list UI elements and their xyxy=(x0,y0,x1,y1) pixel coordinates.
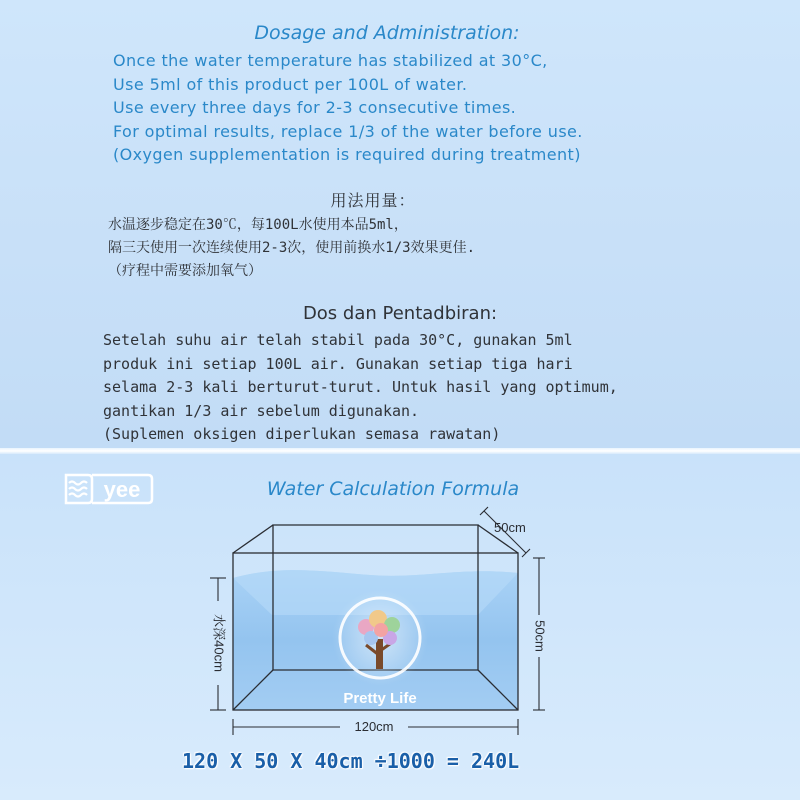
logo-text: yee xyxy=(103,477,141,502)
length-label: 120cm xyxy=(354,719,394,734)
chinese-instructions xyxy=(108,214,475,283)
malay-title: Dos dan Pentadbiran: xyxy=(302,303,498,324)
formula-title: Water Calculation Formula xyxy=(266,478,520,500)
malay-line: produk ini setiap 100L air. Gunakan setiap tiga hari xyxy=(103,354,573,373)
malay-line: Setelah suhu air telah stabil pada 30°C, gunakan 5ml xyxy=(103,331,573,349)
malay-line: gantikan 1/3 air sebelum digunakan. xyxy=(103,401,420,420)
volume-formula: 120 X 50 X 40cm ÷1000 = 240L xyxy=(182,749,520,773)
chinese-title: 用法用量： xyxy=(330,191,416,210)
english-line: (Oxygen supplementation is required during treatment) xyxy=(113,145,581,164)
chinese-line: 隔三天使用一次连续使用2-3次，使用前换水1/3效果更佳. xyxy=(108,240,475,256)
english-line: For optimal results, replace 1/3 of the water before use. xyxy=(113,121,583,141)
english-line: Use every three days for 2-3 consecutive times. xyxy=(113,98,517,117)
english-instructions xyxy=(113,49,583,167)
height-label: 50cm xyxy=(532,620,548,652)
tank-logo-text: Pretty Life xyxy=(343,690,417,707)
depth-label: 50cm xyxy=(494,520,526,535)
chinese-line: 水温逐步稳定在30℃，每100L水使用本品5ml， xyxy=(108,217,408,233)
chinese-line: （疗程中需要添加氧气） xyxy=(108,263,262,279)
malay-line: (Suplemen oksigen diperlukan semasa rawatan) xyxy=(103,425,501,443)
water-depth-label: 水深40cm xyxy=(211,614,227,672)
english-title: Dosage and Administration: xyxy=(254,22,520,44)
tank-diagram xyxy=(200,505,560,745)
malay-instructions xyxy=(103,329,618,447)
english-line: Once the water temperature has stabilized at 30°C, xyxy=(113,51,548,70)
pretty-life-logo xyxy=(332,590,428,707)
english-line: Use 5ml of this product per 100L of water. xyxy=(113,74,468,94)
malay-line: selama 2-3 kali berturut-turut. Untuk hasil yang optimum, xyxy=(103,378,618,396)
